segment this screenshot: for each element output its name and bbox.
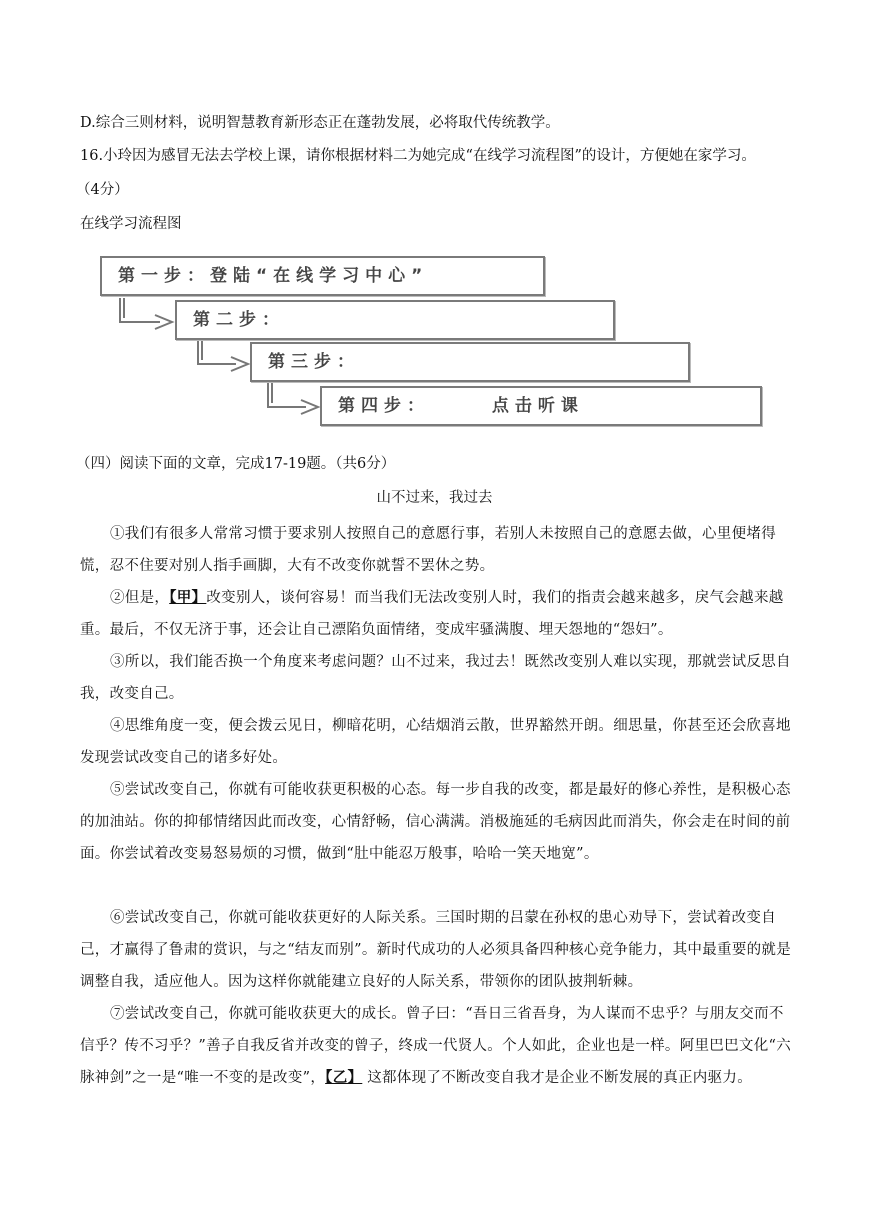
flow-step-1-text: 第一步：登陆“在线学习中心” — [118, 266, 429, 286]
paragraph-5-text: ⑤尝试改变自己，你就有可能收获更积极的心态。每一步自我的改变，都是最好的修心养性，是积极心态的加油站。你的抑郁情绪因此而改变，心情舒畅，信心满满。消极施延的毛病因此而消失，你会走在时间的前面。你尝试着改变易怒易烦的习惯，做到“肚中能忍万般事，哈哈一笑天地宽”。 — [80, 782, 791, 862]
paragraph-2-text-b: 改变别人，谈何容易！而当我们无法改变别人时，我们的指责会越来越多，戾气会越来越重。最后，不仅无济于事，还会让自己漂陷负面情绪，变成牢骚满腹、埋天怨地的“怨妇”。 — [80, 590, 784, 638]
flow-step-4 — [320, 386, 762, 426]
paragraph-5 — [80, 774, 792, 870]
flow-step-4-action: 点击听课 — [491, 396, 584, 416]
flow-step-3-text: 第三步： — [268, 352, 360, 372]
paragraph-2 — [80, 582, 792, 646]
blank-jia: 【甲】 — [169, 589, 207, 606]
flow-step-2 — [175, 300, 615, 340]
paragraph-6 — [80, 902, 792, 998]
paragraph-1 — [80, 518, 792, 582]
flow-step-2-text: 第二步： — [193, 310, 285, 330]
flow-step-3 — [250, 342, 690, 382]
paragraph-2-text-a: ②但是， — [110, 590, 170, 606]
paragraph-7-text-b: 这都体现了不断改变自我才是企业不断发展的真正内驱力。 — [362, 1070, 753, 1086]
paragraph-6-text: ⑥尝试改变自己，你就可能收获更好的人际关系。三国时期的吕蒙在孙权的患心劝导下，尝试着改变自己，才赢得了鲁肃的赏识，与之“结友而别”。新时代成功的人必须具备四种核心竞争能力，其中最重要的就是调整自我，适应他人。因为这样你就能建立良好的人际关系，带领你的团队披荆斩棘。 — [80, 910, 792, 990]
option-d: D.综合三则材料，说明智慧教育新形态正在蓬勃发展，必将取代传统教学。 — [80, 115, 560, 131]
flowchart-title: 在线学习流程图 — [80, 216, 182, 232]
paragraph-3-text: ③所以，我们能否换一个角度来考虑问题？山不过来，我过去！既然改变别人难以实现，那就尝试反思自我，改变自己。 — [80, 654, 791, 702]
paragraph-7-text-a: ⑦尝试改变自己，你就可能收获更大的成长。曾子曰：“吾日三省吾身，为人谋而不忠乎？与朋友交而不信乎？传不习乎？”善子自我反省并改变的曾子，终成一代贤人。个人如此，企业也是一样。阿里巴巴文化“六脉神剑”之一是“唯一不变的是改变”， — [80, 1006, 792, 1086]
paragraph-1-text: ①我们有很多人常常习惯于要求别人按照自己的意愿行事，若别人未按照自己的意愿去做，心里便堵得慌，忍不住要对别人指手画脚，大有不改变你就誓不罢休之势。 — [80, 526, 776, 574]
section-4-heading: （四）阅读下面的文章，完成17-19题。（共6分） — [76, 456, 396, 472]
paragraph-4-text: ④思维角度一变，便会拨云见日，柳暗花明，心结烟消云散，世界豁然开朗。细思量，你甚至还会欣喜地发现尝试改变自己的诸多好处。 — [80, 718, 791, 766]
paragraph-4 — [80, 710, 792, 774]
question-16-text: 16.小玲因为感冒无法去学校上课，请你根据材料二为她完成“在线学习流程图”的设计，方便她在家学习。 — [80, 148, 756, 164]
paragraph-7 — [80, 998, 792, 1094]
blank-yi: 【乙】 — [325, 1069, 363, 1086]
paragraph-3 — [80, 646, 792, 710]
flow-step-4-label: 第四步： — [338, 396, 430, 416]
flow-step-1 — [100, 256, 545, 296]
question-16-score: （4分） — [76, 182, 129, 198]
article-title: 山不过来，我过去 — [376, 490, 493, 506]
